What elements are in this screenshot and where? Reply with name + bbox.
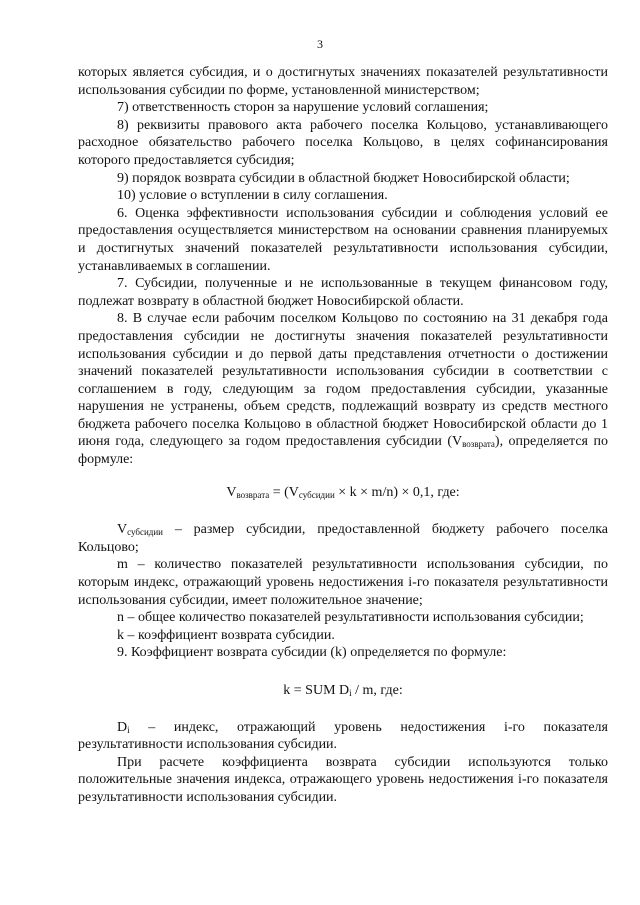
def-v-symbol: V	[117, 522, 128, 538]
formula2-rest: / m, где:	[351, 683, 403, 698]
definition-m: m – количество показателей результативности использования субсидии, по которым индекс, отражающий уровень недостижения i-го показателя результативности использования субсидии, имеет положительное значение;	[78, 557, 608, 608]
clause-8	[78, 310, 608, 468]
formula2-sub: i	[349, 688, 352, 698]
clause-7: 7. Субсидии, полученные и не использованные в текущем финансовом году, подлежат возврату в областной бюджет Новосибирской области.	[78, 276, 608, 309]
definition-k: k – коэффициент возврата субсидии.	[117, 627, 335, 643]
list-item-8: 8) реквизиты правового акта рабочего поселка Кольцово, устанавливающего расходное обязательство рабочего поселка Кольцово, в целях софинансирования которого предоставляется субсидия;	[78, 117, 608, 168]
formula1-mid-sub: субсидии	[298, 489, 335, 500]
formula1-mid: = (V	[269, 484, 299, 500]
formula-return-volume	[78, 484, 608, 502]
def-d-text: – индекс, отражающий уровень недостижения i-го показателя результативности использования субсидии.	[78, 719, 608, 753]
definition-v-subsidy	[78, 521, 608, 556]
def-v-subscript: субсидии	[127, 527, 163, 538]
list-item-9: 9) порядок возврата субсидии в областной бюджет Новосибирской области;	[117, 170, 570, 186]
clause-8-subscript: возврата	[462, 439, 495, 450]
formula1-v: V	[226, 484, 237, 500]
formula2-lead: k = SUM D	[283, 683, 350, 698]
clause-6: 6. Оценка эффективности использования субсидии и соблюдения условий ее предоставления осуществляется министерством на основании сравнения планируемых и достигнутых значений показателей результативности использования субсидии, устанавливаемых в соглашении.	[78, 205, 608, 274]
clause-8-tail: ), определяется по формуле:	[78, 434, 608, 468]
document-body	[78, 64, 608, 807]
list-item-10: 10) условие о вступлении в силу соглашения.	[117, 188, 388, 204]
closing-paragraph: При расчете коэффициента возврата субсидии используются только положительные значения индекса, отражающего уровень недостижения i-го показателя результативности использования субсидии.	[78, 754, 608, 805]
clause-8-text: 8. В случае если рабочим поселком Кольцово по состоянию на 31 декабря года предоставления субсидии не достигнуты значения показателей результативности использования субсидии и до первой даты представления отчетности о достижении значений показателей результативности использования субсидии в соответствии с соглашением в году, следующим за годом предоставления субсидии, указанные нарушения не устранены, объем средств, подлежащий возврату из средств местного бюджета рабочего поселка Кольцово в областной бюджет Новосибирской области до 1 июня года, следующего за годом предоставления субсидии (V	[78, 311, 608, 450]
clause-9: 9. Коэффициент возврата субсидии (k) определяется по формуле:	[117, 645, 507, 661]
def-d-symbol: D	[117, 719, 128, 735]
definition-n: n – общее количество показателей результативности использования субсидии;	[117, 610, 584, 626]
list-item-7: 7) ответственность сторон за нарушение условий соглашения;	[117, 100, 489, 116]
def-v-text: – размер субсидии, предоставленной бюджету рабочего поселка Кольцово;	[78, 522, 608, 555]
paragraph-continuation: которых является субсидия, и о достигнутых значениях показателей результативности использования субсидии по форме, установленной министерством;	[78, 65, 608, 98]
page-number: 3	[317, 37, 323, 51]
def-d-subscript: i	[127, 724, 130, 735]
definition-d	[78, 719, 608, 754]
formula1-v-sub: возврата	[236, 489, 270, 500]
formula-coefficient	[78, 682, 608, 700]
formula1-rest: × k × m/n) × 0,1, где:	[334, 484, 460, 500]
